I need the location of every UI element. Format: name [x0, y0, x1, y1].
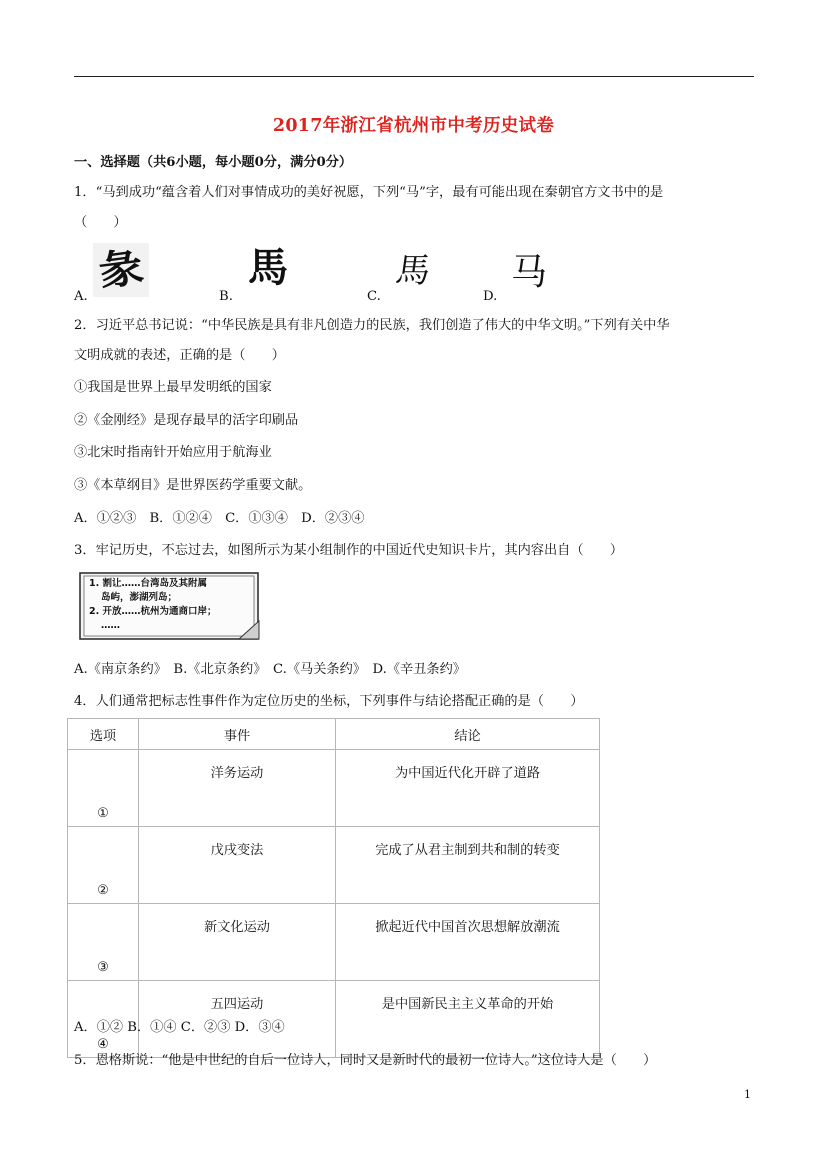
q2-options: A．①②③ B．①②④ C．①③④ D．②③④	[74, 511, 365, 526]
q2-statement: ③北宋时指南针开始应用于航海业	[74, 445, 272, 460]
q2-statement: ②《金刚经》是现存最早的活字印刷品	[74, 413, 299, 428]
q1-option-c-image	[391, 248, 435, 294]
table-header-row	[68, 719, 600, 750]
question-1-text: 1．“马到成功“蕴含着人们对事情成功的美好祝愿，下列“马”字，最有可能出现在秦朝官方文书中的是	[74, 185, 664, 200]
table-header-cell: 选项	[68, 719, 139, 750]
table-cell-event: 五四运动	[139, 981, 336, 1058]
table-cell-conclusion: 为中国近代化开辟了道路	[336, 750, 600, 827]
question-1-paren: （ ）	[74, 215, 127, 230]
q1-option-b-label: B.	[219, 289, 233, 304]
q1-option-c-label: C.	[367, 289, 381, 304]
page-number: 1	[744, 1088, 751, 1101]
q1-option-a-label: A.	[74, 289, 88, 304]
q1-option-d-label: D.	[483, 289, 498, 304]
table-cell-conclusion: 完成了从君主制到共和制的转变	[336, 827, 600, 904]
table-cell-conclusion: 掀起近代中国首次思想解放潮流	[336, 904, 600, 981]
card-line: 2. 开放……杭州为通商口岸；	[89, 606, 217, 617]
q4-table	[67, 718, 600, 1058]
section-heading: 一、选择题（共6小题，每小题0分，满分0分）	[74, 155, 353, 170]
q4-options: A．①② B．①④ C．②③ D．③④	[74, 1020, 285, 1035]
seal-script-horse-glyph: 彖	[95, 243, 147, 296]
traditional-horse-glyph: 馬	[248, 244, 288, 291]
q1-option-d-image	[506, 250, 552, 296]
table-cell-conclusion: 是中国新民主主义革命的开始	[336, 981, 600, 1058]
question-2-line-2: 文明成就的表述，正确的是（ ）	[74, 348, 285, 363]
header-rule	[74, 76, 754, 77]
table-cell-event: 洋务运动	[139, 750, 336, 827]
table-row	[68, 904, 600, 981]
q1-option-b-image	[243, 243, 293, 293]
table-cell-event: 戊戌变法	[139, 827, 336, 904]
q3-options: A.《南京条约》 B.《北京条约》 C.《马关条约》 D.《辛丑条约》	[74, 662, 466, 677]
simplified-horse-glyph: 马	[510, 252, 547, 293]
card-text	[89, 577, 217, 633]
table-row	[68, 750, 600, 827]
table-row	[68, 827, 600, 904]
card-line: 1. 割让……台湾岛及其附属	[89, 578, 208, 589]
question-4-text: 4．人们通常把标志性事件作为定位历史的坐标，下列事件与结论搭配正确的是（ ）	[74, 694, 584, 709]
q1-option-a-image	[93, 243, 149, 297]
table-header-cell: 事件	[139, 719, 336, 750]
table-cell-option: ②	[68, 827, 139, 904]
card-line: ……	[101, 620, 120, 631]
table-cell-option: ①	[68, 750, 139, 827]
clerical-horse-glyph: 馬	[393, 251, 433, 291]
table-cell-event: 新文化运动	[139, 904, 336, 981]
table-cell-option: ④	[68, 981, 139, 1058]
question-5-text: 5．恩格斯说：“他是中世纪的自后一位诗人，同时又是新时代的最初一位诗人。”这位诗人是（ ）	[74, 1053, 657, 1068]
table-header-cell: 结论	[336, 719, 600, 750]
question-2-line-1: 2．习近平总书记说：“中华民族是具有非凡创造力的民族，我们创造了伟大的中华文明。”下列有关中华	[74, 318, 670, 333]
card-line: 岛屿，澎湖列岛；	[101, 592, 178, 603]
history-knowledge-card	[79, 571, 262, 641]
question-3-text: 3．牢记历史，不忘过去，如图所示为某小组制作的中国近代史知识卡片，其内容出自（ ）	[74, 543, 624, 558]
table-cell-option: ③	[68, 904, 139, 981]
page-title: 2017年浙江省杭州市中考历史试卷	[272, 116, 555, 136]
q2-statement: ①我国是世界上最早发明纸的国家	[74, 380, 272, 395]
q2-statement: ③《本草纲目》是世界医药学重要文献。	[74, 478, 312, 493]
